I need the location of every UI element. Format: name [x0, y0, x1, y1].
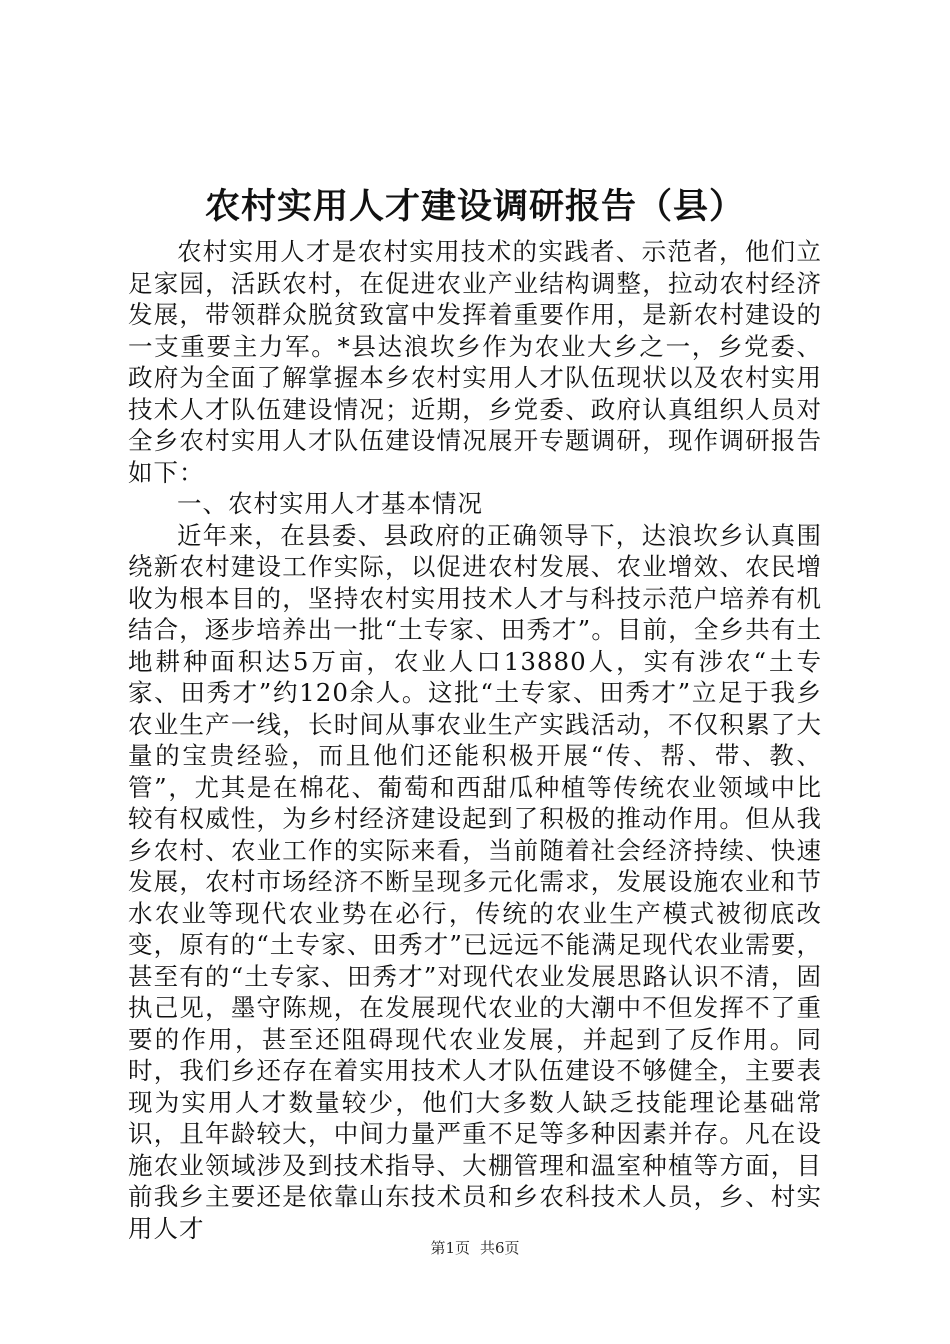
- page-total: 共6页: [480, 1239, 520, 1257]
- section-heading: 一、农村实用人才基本情况: [177, 489, 483, 518]
- page-number: 第1页: [430, 1239, 470, 1257]
- document-title: 农村实用人才建设调研报告（县）: [204, 186, 745, 227]
- paragraph-intro: 农村实用人才是农村实用技术的实践者、示范者，他们立足家园，活跃农村，在促进农业产业结构调整，拉动农村经济发展，带领群众脱贫致富中发挥着重要作用，是新农村建设的一支重要主力军。*县达浪坎乡作为农业大乡之一，乡党委、政府为全面了解掌握本乡农村实用人才队伍现状以及农村实用技术人才队伍建设情况；近期，乡党委、政府认真组织人员对全乡农村实用人才队伍建设情况展开专题调研，现作调研报告如下：: [128, 237, 822, 487]
- page-footer: [0, 1238, 950, 1258]
- paragraph-situation: 近年来，在县委、县政府的正确领导下，达浪坎乡认真围绕新农村建设工作实际，以促进农村发展、农业增效、农民增收为根本目的，坚持农村实用技术人才与科技示范户培养有机结合，逐步培养出一批“土专家、田秀才”。目前，全乡共有土地耕种面积达5万亩，农业人口13880人，实有涉农“土专家、田秀才”约120余人。这批“土专家、田秀才”立足于我乡农业生产一线，长时间从事农业生产实践活动，不仅积累了大量的宝贵经验，而且他们还能积极开展“传、帮、带、教、管”，尤其是在棉花、葡萄和西甜瓜种植等传统农业领域中比较有权威性，为乡村经济建设起到了积极的推动作用。但从我乡农村、农业工作的实际来看，当前随着社会经济持续、快速发展，农村市场经济不断呈现多元化需求，发展设施农业和节水农业等现代农业势在必行，传统的农业生产模式被彻底改变，原有的“土专家、田秀才”已远远不能满足现代农业需要，甚至有的“土专家、田秀才”对现代农业发展思路认识不清，固执己见，墨守陈规，在发展现代农业的大潮中不但发挥不了重要的作用，甚至还阻碍现代农业发展，并起到了反作用。同时，我们乡还存在着实用技术人才队伍建设不够健全，主要表现为实用人才数量较少，他们大多数人缺乏技能理论基础常识，且年龄较大，中间力量严重不足等多种因素并存。凡在设施农业领域涉及到技术指导、大棚管理和温室种植等方面，目前我乡主要还是依靠山东技术员和乡农科技术人员，乡、村实用人才: [128, 520, 822, 1243]
- document-body: [128, 236, 822, 1244]
